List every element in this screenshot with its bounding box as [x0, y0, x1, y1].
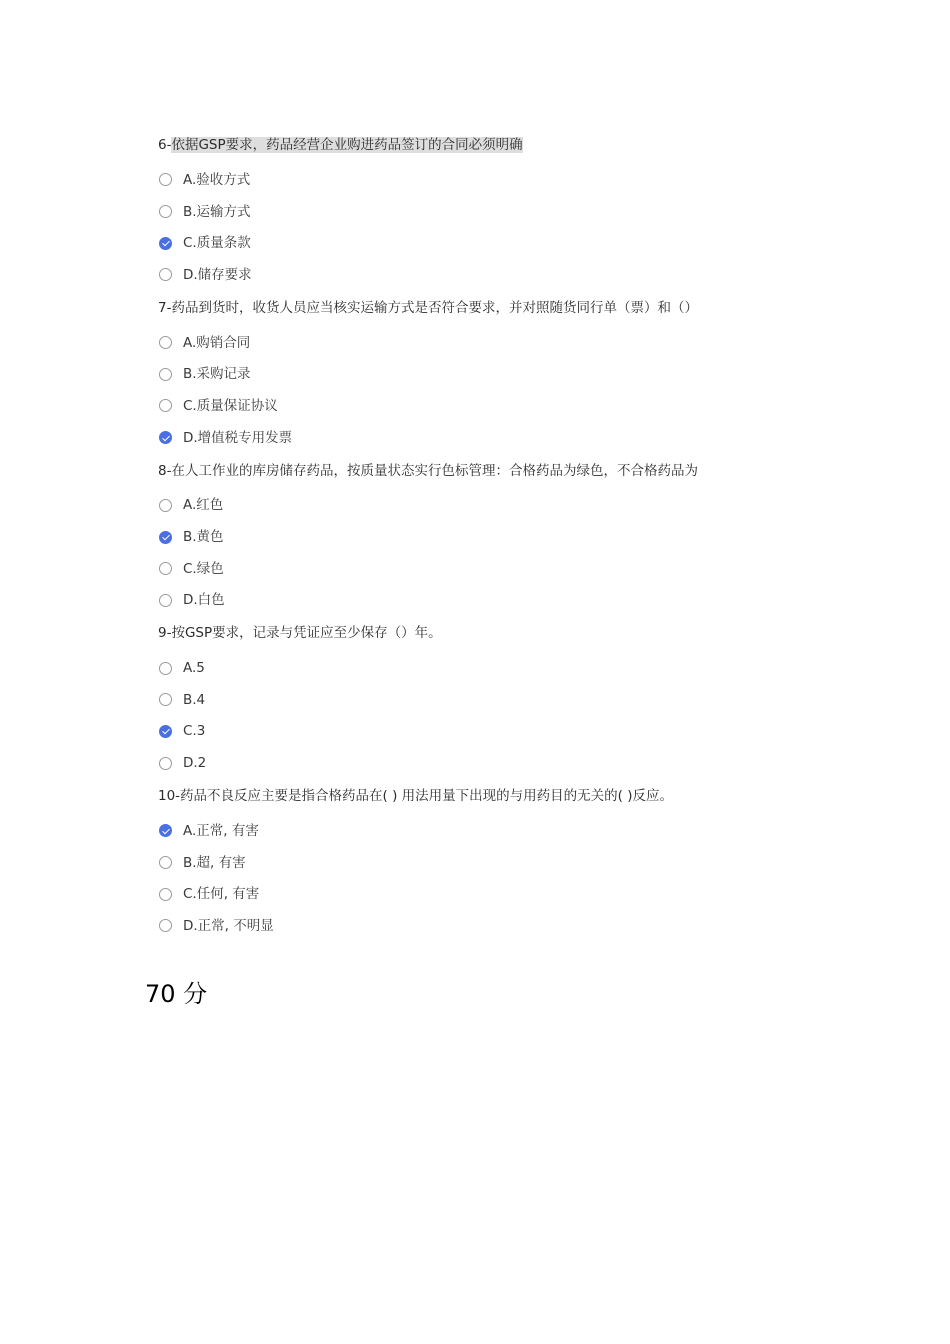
- question-7: [158, 299, 732, 454]
- answer-option-label: C.绿色: [183, 560, 224, 577]
- answer-option-label: D.白色: [183, 592, 225, 609]
- answer-option[interactable]: [158, 684, 732, 716]
- answer-option-label: B.超, 有害: [183, 854, 246, 871]
- radio-checked-icon[interactable]: [159, 237, 172, 250]
- answer-option[interactable]: [158, 259, 732, 291]
- radio-unchecked-icon[interactable]: [159, 562, 172, 575]
- answer-option-label: A.红色: [183, 497, 224, 514]
- answer-option-label: D.增值税专用发票: [183, 429, 293, 446]
- answer-option-label: B.黄色: [183, 529, 224, 546]
- answer-option[interactable]: [158, 878, 732, 910]
- radio-unchecked-icon[interactable]: [159, 693, 172, 706]
- radio-checked-icon[interactable]: [159, 431, 172, 444]
- answer-option[interactable]: [158, 422, 732, 454]
- radio-unchecked-icon[interactable]: [159, 594, 172, 607]
- question-title-text: 8-在人工作业的库房储存药品，按质量状态实行色标管理：合格药品为绿色，不合格药品为: [158, 462, 698, 479]
- radio-unchecked-icon[interactable]: [159, 205, 172, 218]
- radio-checked-icon[interactable]: [159, 531, 172, 544]
- radio-unchecked-icon[interactable]: [159, 662, 172, 675]
- question-title: [158, 136, 732, 154]
- answer-option[interactable]: [158, 164, 732, 196]
- question-title: [158, 624, 732, 642]
- question-title: [158, 462, 732, 480]
- question-8: [158, 462, 732, 617]
- question-title-text: 9-按GSP要求，记录与凭证应至少保存（）年。: [158, 625, 442, 642]
- answer-option[interactable]: [158, 716, 732, 748]
- answer-option[interactable]: [158, 815, 732, 847]
- radio-checked-icon[interactable]: [159, 824, 172, 837]
- radio-unchecked-icon[interactable]: [159, 499, 172, 512]
- answer-option[interactable]: [158, 652, 732, 684]
- question-9: [158, 624, 732, 779]
- answer-option-label: A.验收方式: [183, 171, 251, 188]
- answer-option-label: C.质量条款: [183, 235, 251, 252]
- answer-option-label: C.3: [183, 723, 206, 740]
- question-title-text: 7-药品到货时，收货人员应当核实运输方式是否符合要求，并对照随货同行单（票）和（）: [158, 299, 698, 316]
- question-6: [158, 136, 732, 291]
- answer-option[interactable]: [158, 227, 732, 259]
- answer-option[interactable]: [158, 490, 732, 522]
- radio-unchecked-icon[interactable]: [159, 268, 172, 281]
- answer-option-label: A.购销合同: [183, 334, 251, 351]
- answer-option-label: D.2: [183, 755, 207, 772]
- answer-option[interactable]: [158, 553, 732, 585]
- radio-unchecked-icon[interactable]: [159, 757, 172, 770]
- radio-unchecked-icon[interactable]: [159, 399, 172, 412]
- question-title-text: 10-药品不良反应主要是指合格药品在( ) 用法用量下出现的与用药目的无关的( )反应。: [158, 788, 673, 804]
- question-10: [158, 787, 732, 942]
- radio-unchecked-icon[interactable]: [159, 336, 172, 349]
- answer-option[interactable]: [158, 747, 732, 779]
- answer-option[interactable]: [158, 358, 732, 390]
- answer-option[interactable]: [158, 196, 732, 228]
- score-text: 70 分: [145, 980, 208, 1008]
- question-title: [158, 299, 732, 317]
- answer-option[interactable]: [158, 585, 732, 617]
- answer-option[interactable]: [158, 521, 732, 553]
- answer-option-label: A.5: [183, 660, 205, 677]
- question-title-prefix: 6-: [158, 137, 172, 153]
- answer-option[interactable]: [158, 390, 732, 422]
- question-title: [158, 787, 732, 805]
- answer-option-label: C.任何, 有害: [183, 886, 260, 903]
- answer-option-label: B.4: [183, 691, 206, 708]
- answer-option-label: B.采购记录: [183, 366, 251, 383]
- radio-unchecked-icon[interactable]: [159, 919, 172, 932]
- quiz-panel: [158, 128, 732, 942]
- answer-option[interactable]: [158, 910, 732, 942]
- question-title-selected: 依据GSP要求，药品经营企业购进药品签订的合同必须明确: [171, 137, 523, 153]
- answer-option-label: D.正常, 不明显: [183, 917, 274, 934]
- answer-option-label: D.储存要求: [183, 266, 252, 283]
- answer-option-label: C.质量保证协议: [183, 397, 278, 414]
- radio-unchecked-icon[interactable]: [159, 888, 172, 901]
- answer-option[interactable]: [158, 327, 732, 359]
- answer-option-label: B.运输方式: [183, 203, 251, 220]
- radio-unchecked-icon[interactable]: [159, 173, 172, 186]
- radio-unchecked-icon[interactable]: [159, 368, 172, 381]
- answer-option-label: A.正常, 有害: [183, 822, 259, 839]
- radio-checked-icon[interactable]: [159, 725, 172, 738]
- answer-option[interactable]: [158, 847, 732, 879]
- radio-unchecked-icon[interactable]: [159, 856, 172, 869]
